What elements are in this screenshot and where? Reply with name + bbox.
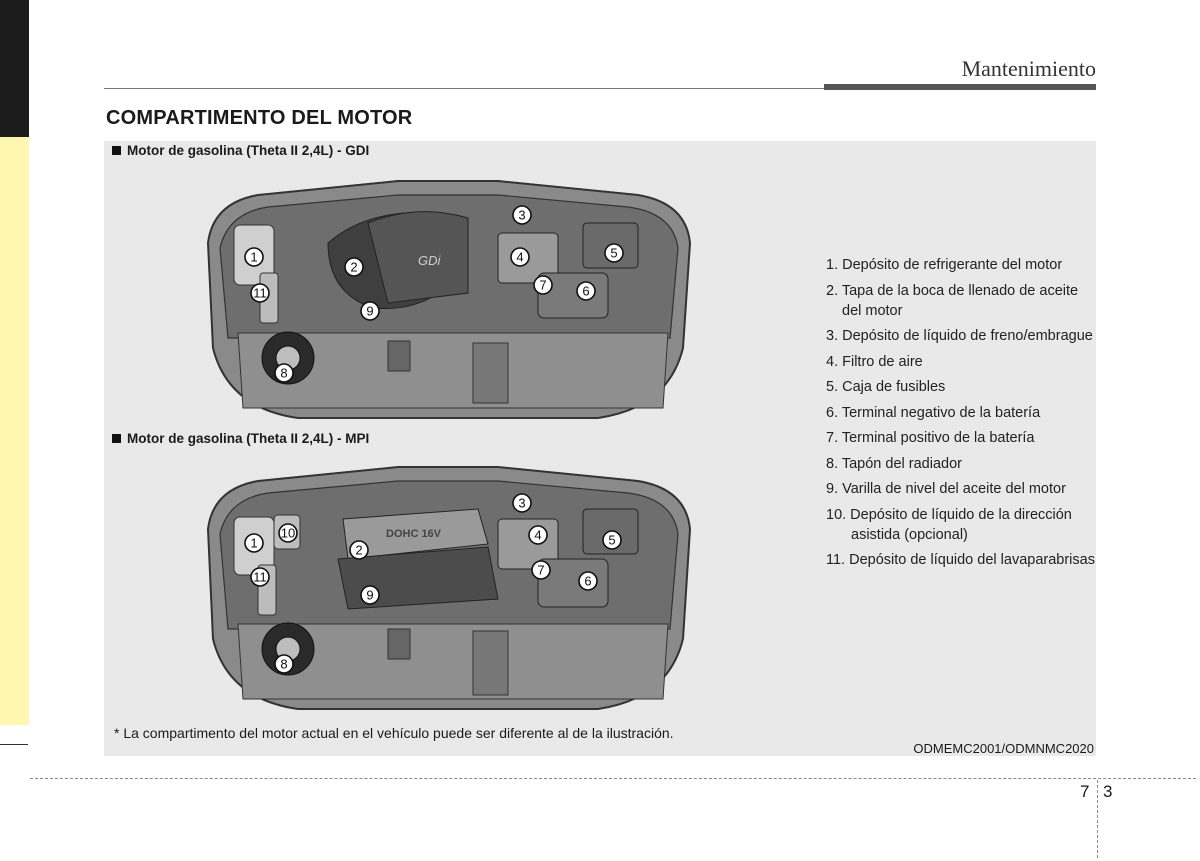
image-code: ODMEMC2001/ODMNMC2020 [913, 741, 1094, 756]
figure-label-gdi [112, 143, 369, 158]
engine-badge: DOHC 16V [386, 528, 442, 540]
legend-item: 3. Depósito de líquido de freno/embrague [826, 328, 1093, 344]
svg-text:6: 6 [584, 573, 592, 589]
engine-badge: GDi [418, 253, 441, 268]
chapter-number: 7 [1080, 782, 1090, 801]
legend-item: 8. Tapón del radiador [826, 455, 962, 472]
legend-item: 1. Depósito de refrigerante del motor [826, 257, 1063, 273]
side-rule [0, 744, 28, 745]
engine-bay-mpi-illustration [198, 459, 700, 717]
legend-item: 6. Terminal negativo de la batería [826, 404, 1041, 421]
header-rule [104, 88, 824, 89]
footnote: * La compartimento del motor actual en el vehículo puede ser diferente al de la ilustración. [114, 725, 674, 741]
svg-text:11: 11 [253, 285, 267, 301]
svg-text:3: 3 [518, 207, 526, 223]
header-bar [824, 84, 1096, 90]
legend-item: 7. Terminal positivo de la batería [826, 430, 1035, 446]
figure-label-text: Motor de gasolina (Theta II 2,4L) - MPI [127, 431, 370, 446]
svg-text:9: 9 [366, 587, 374, 603]
legend-item: 11. Depósito de líquido del lavaparabrisas [826, 552, 1095, 568]
figure-label-mpi [112, 431, 369, 446]
section-title: Mantenimiento [961, 56, 1096, 81]
legend-item: 2. Tapa de la boca de llenado de aceite del motor [826, 282, 1079, 319]
legend-item: 10. Depósito de líquido de la dirección asistida (opcional) [826, 506, 1072, 543]
page-title: COMPARTIMENTO DEL MOTOR [106, 107, 413, 129]
engine-bay-gdi-illustration [198, 173, 700, 425]
parts-legend [826, 255, 1096, 576]
bullet-square-icon [112, 146, 121, 155]
page-number: 3 [1103, 782, 1113, 801]
footer-dashed-rule [30, 778, 1196, 779]
legend-item: 5. Caja de fusibles [826, 379, 946, 395]
svg-text:3: 3 [518, 495, 526, 511]
legend-item: 4. Filtro de aire [826, 353, 923, 370]
svg-text:2: 2 [350, 259, 358, 275]
svg-text:1: 1 [250, 249, 258, 265]
svg-text:11: 11 [253, 569, 267, 585]
svg-text:10: 10 [280, 525, 296, 541]
svg-text:5: 5 [608, 532, 616, 548]
svg-text:1: 1 [250, 535, 258, 551]
bullet-square-icon [112, 434, 121, 443]
footer-dashed-divider [1097, 780, 1098, 858]
svg-text:8: 8 [280, 656, 288, 672]
svg-text:7: 7 [539, 277, 547, 293]
svg-text:8: 8 [280, 365, 288, 381]
figure-panel [104, 141, 1096, 756]
legend-item: 9. Varilla de nivel del aceite del motor [826, 481, 1066, 497]
chapter-tab-dark [0, 0, 29, 137]
svg-text:9: 9 [366, 303, 374, 319]
figure-label-text: Motor de gasolina (Theta II 2,4L) - GDI [127, 143, 370, 158]
svg-text:2: 2 [355, 542, 363, 558]
chapter-tab-highlight [0, 137, 29, 725]
svg-text:7: 7 [537, 562, 545, 578]
svg-text:5: 5 [610, 245, 618, 261]
svg-text:4: 4 [516, 249, 524, 265]
svg-text:6: 6 [582, 283, 590, 299]
svg-text:4: 4 [534, 527, 542, 543]
